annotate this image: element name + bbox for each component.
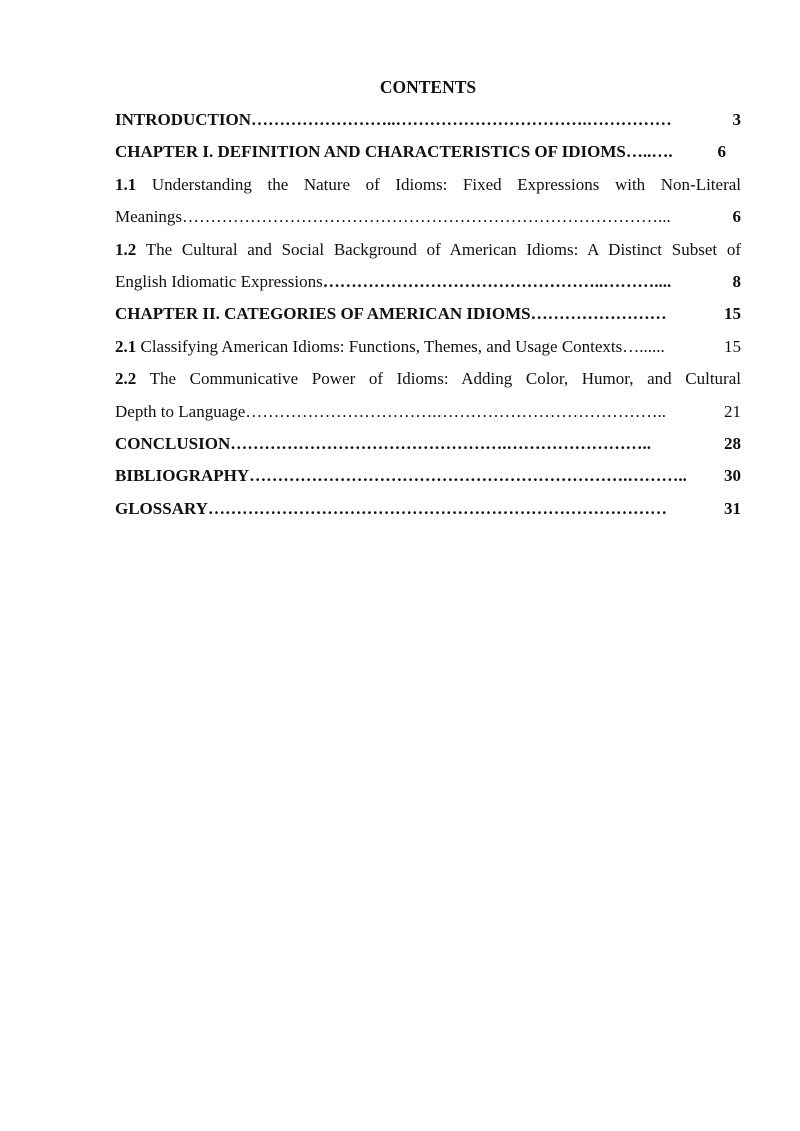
toc-entry-section-1-2-cont[interactable] — [115, 266, 741, 298]
toc-entry-chapter-2[interactable] — [115, 298, 741, 330]
toc-label: CONCLUSION — [115, 434, 231, 454]
toc-page-number: 6 — [717, 142, 726, 162]
toc-label: BIBLIOGRAPHY — [115, 466, 250, 486]
toc-page-number: 31 — [724, 498, 741, 518]
toc-entry-conclusion[interactable] — [115, 428, 741, 460]
toc-entry-section-2-2-cont[interactable] — [115, 396, 741, 428]
toc-label-line2: English Idiomatic Expressions — [115, 272, 323, 292]
toc-leader-dots: ……………………………………………………………………… — [207, 498, 667, 518]
toc-entry-section-2-1[interactable] — [115, 331, 741, 363]
toc-page-number: 3 — [732, 110, 741, 129]
toc-leader-dots: ……………………..…………………………….…………… — [251, 110, 672, 129]
toc-section-number: 2.2 — [115, 369, 137, 389]
toc-leader-dots: …………………………………………………………………………... — [182, 207, 671, 227]
toc-page-number: 6 — [732, 207, 741, 227]
toc-entry-section-1-2[interactable] — [115, 234, 741, 266]
toc-page-number: 30 — [724, 466, 741, 486]
toc-entry-section-1-1[interactable] — [115, 169, 741, 201]
toc-entry-glossary[interactable] — [115, 493, 741, 525]
toc-label: CHAPTER II. CATEGORIES OF AMERICAN IDIOMS — [115, 304, 531, 324]
toc-section-number: 1.2 — [115, 239, 137, 259]
toc-leader-dots: …………………… — [530, 304, 667, 324]
toc-entry-introduction[interactable] — [115, 104, 741, 136]
toc-page-number: 21 — [724, 401, 741, 421]
toc-label-line1: The Cultural and Social Background of American Idioms: A Distinct Subset of — [145, 239, 741, 259]
toc-label: INTRODUCTION — [115, 110, 252, 129]
toc-page-number: 15 — [724, 304, 741, 324]
toc-leader-dots: …………………………………………..……….... — [322, 272, 672, 292]
toc-leader-dots: …..…. — [625, 142, 673, 162]
toc-entry-section-2-2[interactable] — [115, 363, 741, 395]
toc-leader-dots: …………………………….………………………………….. — [245, 401, 667, 421]
toc-entry-chapter-1[interactable] — [115, 136, 726, 168]
toc-label-line1: Understanding the Nature of Idioms: Fixed Expressions with Non-Literal — [151, 174, 741, 194]
toc-section-number: 1.1 — [115, 174, 137, 194]
toc-page-number: 28 — [724, 434, 741, 454]
toc-leader-dots: ………………………………………………………….……….. — [249, 466, 687, 486]
toc-label-line2: Depth to Language — [115, 401, 246, 421]
toc-leader-dots: …...... — [622, 336, 665, 356]
contents-page — [115, 74, 741, 525]
toc-label-line1: The Communicative Power of Idioms: Adding Color, Humor, and Cultural — [149, 369, 741, 389]
toc-page-number: 15 — [724, 336, 741, 356]
page-title: CONTENTS — [379, 77, 477, 97]
toc-leader-dots: ………………………………………….…………………….. — [230, 434, 651, 454]
toc-section-number: 2.1 — [115, 336, 137, 356]
toc-entry-section-1-1-cont[interactable] — [115, 201, 741, 233]
toc-label — [115, 331, 622, 363]
toc-page-number: 8 — [732, 272, 741, 292]
toc-label: GLOSSARY — [115, 498, 208, 518]
toc-label-line2: Meanings — [115, 207, 183, 227]
toc-label-text: Classifying American Idioms: Functions, Themes, and Usage Contexts — [140, 336, 623, 356]
toc-label: CHAPTER I. DEFINITION AND CHARACTERISTICS OF IDIOMS — [115, 142, 626, 162]
toc-entry-bibliography[interactable] — [115, 460, 741, 492]
